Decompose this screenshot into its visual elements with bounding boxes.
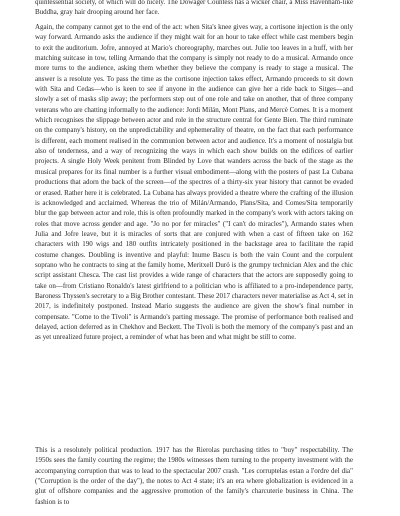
paragraph-2-text: This is a resolutely political production. 1917 has the Rierolas purchasing titles to "buy" respectability. The 1950s sees the family courting the regime; the 1980s witnesses them turning to the property investment with the accompanying corruption that was to lead to the spectacular 2007 crash. "Les corruptelas estan a l'ordre del dia" ("Corruption is the order of the day"), the notes to Act 4 state; it's an era where globalization is evidenced in a glut of offshore companies and the aggressive promotion of the family's charcuterie business in China. The fashion is to [35,446,353,506]
paragraph-1-text: Again, the company cannot get to the end of the act: when Sita's knee gives way, a cortisone injection is the only way forward. Armando asks the audience if they might wait for an hour to take effect while cast members begin to exit the auditorium. Jofre, annoyed at Mario's choreography, marches out. Julie too leaves in a huff, with her matching suitcase in tow, telling Armando that the company is simply not ready to do a musical. Armando once more turns to the audience, asking them whether they believe the company is ready to stage a musical. The answer is a resolute yes. To pass the time as the cortisone injection takes effect, Armando proceeds to sit down with Sita and Cedas—who is keen to see if anyone in the audience can give her a ride back to Sitges—and slowly a set of masks slip away; the performers step out of one role and take on another, that of three company veterans who are chatting informally to the audience: Jordi Milán, Mont Plans, and Mercè Comes. It is a moment which recognises the slippage between actor and role in the structure central for Gente Bien. The third ruminate on the company's history, on the unpredictability and ephemerality of theatre, on the fact that each performance is different, each moment realised in the communion between actor and audience. It's a moment of nostalgia but also of tenderness, and a way of recognizing the ways in which each show builds on the edifices of earlier projects. A single Holy Week penitent from Blinded by Love that wanders across the back of the stage as the musical prepares for its final number is a further visual embodiment—along with the posters of past La Cubana productions that adorn the back of the screen—of the spectres of a thirty-six year history that cannot be evaded or erased. Rather here it is celebrated. La Cubana has always provided a theatre where the crafting of the illusion is acknowledged and acclaimed. Whereas the trio of Milán/Armando, Plans/Sita, and Comes/Sita temporarily blur the gap between actor and role, this is often profoundly marked in the company's work with actors taking on roles that move across gender and age. "Jo no por fer miracles" ("I can't do miracles"), Armando states when Julia and Jofre leave, but it is miracles of sorts that are conjured with when a cast of fifteen take on 162 characters with 190 wigs and 180 outfits intricately positioned in the backstage area to facilitate the rapid costume changes. Doubling is inventive and playful: Inume Bascu is both the vain Count and the corpulent soprano who he contracts to sing at the family home, Meritxell Duró is the grumpy technician Alex and the chic script assistant Chesca. The cast list provides a wide range of characters that the actors are supposedly going to take on—from Cristiano Ronaldo's latest girlfriend to a politician who is affiliated to a pro-independence party, Baroness Thyssen's secretary to a Big Brother contestant. These 2017 characters never materialise as Act 4, set in 2017, is indefinitely postponed. Instead Mario suggests the audience are given the show's final number in compensate. "Come to the Tívoli" is Armando's parting message. The promise of performance both realised and delayed, action deferred as in Chekhov and Beckett. The Tívoli is both the memory of the company's past and an as yet unrealized future project, a reminder of what has been and what might be still to come. [35,23,353,342]
body-paragraph-1 [35,22,353,343]
body-paragraph-2 [35,445,353,507]
top-paragraph-fragment [35,0,353,18]
top-fragment-text: quintessential society, of which will do nicely. The Dowager Countess has a wicker chair, a Miss Havenham-like Buddha, gray hair drooping around her face. [35,0,353,17]
